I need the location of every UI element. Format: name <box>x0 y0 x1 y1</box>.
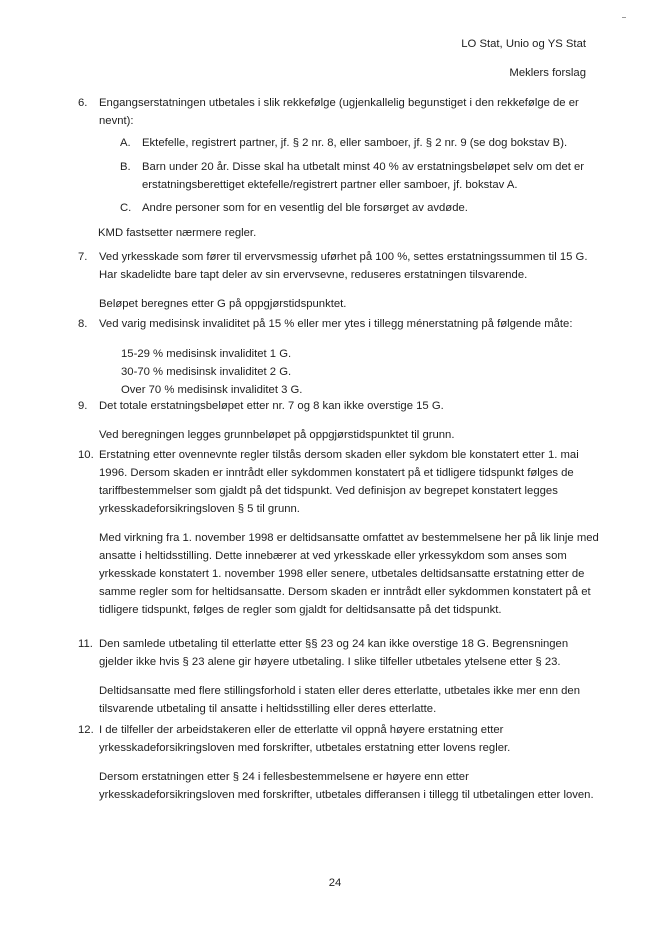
item-11 <box>78 635 600 718</box>
item-text: Erstatning etter ovennevnte regler tilstås dersom skaden eller sykdom ble konstatert etter 1. mai 1996. Dersom skaden er inntrådt eller sykdommen konstatert på et tidligere tidspunkt følges de tariffbestemmelser som gjaldt på det tidspunkt. Ved definisjon av begrepet konstatert legges yrkesskadeforsikringsloven § 5 til grunn. <box>99 449 579 515</box>
item-text: Den samlede utbetaling til etterlatte etter §§ 23 og 24 kan ikke overstige 18 G. Begrensningen gjelder ikke hvis § 23 alene gir høyere utbetaling. I slike tilfeller utbetales ytelsene etter § 23. <box>99 638 569 668</box>
sub-text: Andre personer som for en vesentlig del ble forsørget av avdøde. <box>142 202 468 214</box>
item-6-sub-c <box>78 199 600 217</box>
item-7 <box>78 248 600 313</box>
item-12 <box>78 721 600 804</box>
item-number: 11. <box>78 638 93 650</box>
scan-mark <box>622 17 626 18</box>
item-number: 12. <box>78 724 94 736</box>
item-8 <box>78 315 600 399</box>
sub-text: Ektefelle, registrert partner, jf. § 2 nr. 8, eller samboer, jf. § 2 nr. 9 (se dog bokstav B). <box>142 137 568 149</box>
item-text: Det totale erstatningsbeløpet etter nr. 7 og 8 kan ikke overstige 15 G. <box>99 400 444 412</box>
header-subtitle: Meklers forslag <box>509 67 586 79</box>
item-10 <box>78 446 600 619</box>
sub-letter: B. <box>120 161 131 173</box>
item-number: 10. <box>78 449 94 461</box>
sub-text: Barn under 20 år. Disse skal ha utbetalt minst 40 % av erstatningsbeløpet selv om det er erstatningsberettiget ektefelle/registrert partner eller samboer, jf. bokstav A. <box>142 161 585 191</box>
sub-letter: A. <box>120 137 131 149</box>
header-parties: LO Stat, Unio og YS Stat <box>461 38 586 50</box>
invalidity-line: Over 70 % medisinsk invaliditet 3 G. <box>121 384 303 396</box>
sub-letter: C. <box>120 202 132 214</box>
item-text: Ved varig medisinsk invaliditet på 15 % eller mer ytes i tillegg ménerstatning på følgende måte: <box>99 318 573 330</box>
item-paragraph: Med virkning fra 1. november 1998 er deltidsansatte omfattet av bestemmelsene her på lik linje med ansatte i heltidsstilling. Dette innebærer at ved yrkesskade eller yrkessykdom som anses som yrkesskade konstatert 1. november 1998 eller senere, utbetales deltidsansatte erstatning etter de samme regler som for heltidsansatte. Dersom skaden er inntrådt eller sykdommen konstatert på et tidligere tidspunkt, følges de regler som gjaldt for deltidsansatte på det tidspunkt. <box>99 532 599 616</box>
item-number: 8. <box>78 318 88 330</box>
item-9 <box>78 397 600 444</box>
item-paragraph: Dersom erstatningen etter § 24 i fellesbestemmelsene er høyere enn etter yrkesskadeforsikringsloven med forskrifter, utbetales differansen i tillegg til utbetalingen etter loven. <box>99 771 594 801</box>
item-paragraph: Beløpet beregnes etter G på oppgjørstidspunktet. <box>99 298 347 310</box>
item-6-sub-a <box>78 134 600 152</box>
item-text: Ved yrkesskade som fører til ervervsmessig uførhet på 100 %, settes erstatningssummen til 15 G. Har skadelidte bare tapt deler av sin ervervsevne, reduseres erstatningen tilsvarende. <box>99 251 588 281</box>
item-paragraph: Deltidsansatte med flere stillingsforhold i staten eller deres etterlatte, utbetales ikke mer enn den tilsvarende utbetaling til ansatte i heltidsstilling eller deres etterlatte. <box>99 685 581 715</box>
item-6-note: KMD fastsetter nærmere regler. <box>98 227 257 239</box>
item-text: I de tilfeller der arbeidstakeren eller de etterlatte vil oppnå høyere erstatning etter yrkesskadeforsikringsloven med forskrifter, utbetales erstatning etter lovens regler. <box>99 724 511 754</box>
item-text: Engangserstatningen utbetales i slik rekkefølge (ugjenkallelig begunstiget i den rekkefølge de er nevnt): <box>99 97 579 127</box>
item-number: 9. <box>78 400 88 412</box>
item-6 <box>78 94 600 130</box>
item-number: 6. <box>78 97 88 109</box>
item-number: 7. <box>78 251 88 263</box>
invalidity-line: 15-29 % medisinsk invaliditet 1 G. <box>121 348 292 360</box>
item-6-sub-b <box>78 158 600 194</box>
item-paragraph: Ved beregningen legges grunnbeløpet på oppgjørstidspunktet til grunn. <box>99 429 455 441</box>
invalidity-line: 30-70 % medisinsk invaliditet 2 G. <box>121 366 292 378</box>
page-number: 24 <box>328 877 342 889</box>
